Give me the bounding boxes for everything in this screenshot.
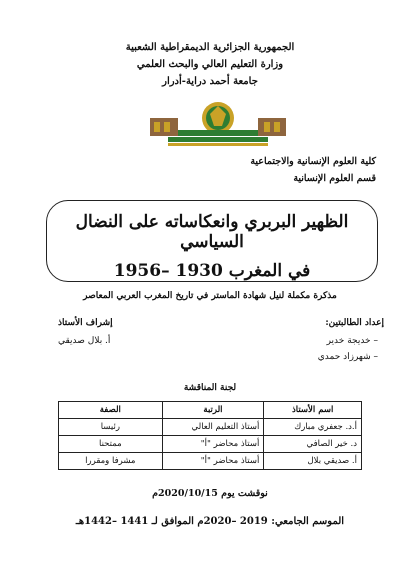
header-rank: الرتبة: [162, 402, 264, 419]
member-role: مشرفا ومقررا: [59, 453, 163, 470]
member-name: أ.د. جعفري مبارك: [264, 419, 362, 436]
member-rank: أستاذ التعليم العالي: [162, 419, 264, 436]
faculty-name: كلية العلوم الإنسانية والاجتماعية: [250, 156, 376, 167]
member-role: ممتحنا: [59, 436, 163, 453]
student-name-1: – خديجة خدير: [326, 336, 378, 346]
table-row: [59, 436, 362, 453]
member-name: أ. صديقي بلال: [264, 453, 362, 470]
ministry-name: وزارة التعليم العالي والبحث العلمي: [136, 59, 284, 70]
university-logo: [148, 100, 288, 150]
table-row: [59, 419, 362, 436]
academic-year: الموسم الجامعي: 2019 –2020م الموافق لـ 1441 –1442هـ: [75, 516, 345, 527]
department-name: قسم العلوم الإنسانية: [293, 173, 376, 184]
member-rank: أستاذ محاضر "أ": [162, 453, 264, 470]
member-rank: أستاذ محاضر "أ": [162, 436, 264, 453]
committee-title: لجنة المناقشة: [183, 383, 237, 393]
table-header-row: [59, 402, 362, 419]
header-name: اسم الأستاذ: [264, 402, 362, 419]
thesis-title-line2: في المغرب 1930 –1956: [113, 261, 311, 281]
students-label: إعداد الطالبتين:: [325, 318, 384, 328]
university-name: جامعة أحمد دراية-أدرار: [162, 76, 258, 87]
member-role: رئيسا: [59, 419, 163, 436]
table-row: [59, 453, 362, 470]
student-name-2: – شهرزاد حمدي: [317, 352, 378, 362]
supervisor-label: إشراف الأستاذ: [58, 318, 113, 328]
committee-table: [58, 401, 362, 470]
republic-name: الجمهورية الجزائرية الديمقراطية الشعبية: [125, 42, 295, 53]
thesis-title-box: [46, 200, 378, 282]
thesis-title-line1: الظهير البربري وانعكاساته على النضال السياسي: [75, 212, 349, 252]
memo-description: مذكرة مكملة لنيل شهادة الماستر في تاريخ المغرب العربي المعاصر: [83, 291, 337, 301]
defense-date: نوقشت يوم 2020/10/15م: [152, 488, 268, 499]
member-name: د. خير الصافي: [264, 436, 362, 453]
header-role: الصفة: [59, 402, 163, 419]
supervisor-name: أ. بلال صديقي: [58, 336, 111, 346]
